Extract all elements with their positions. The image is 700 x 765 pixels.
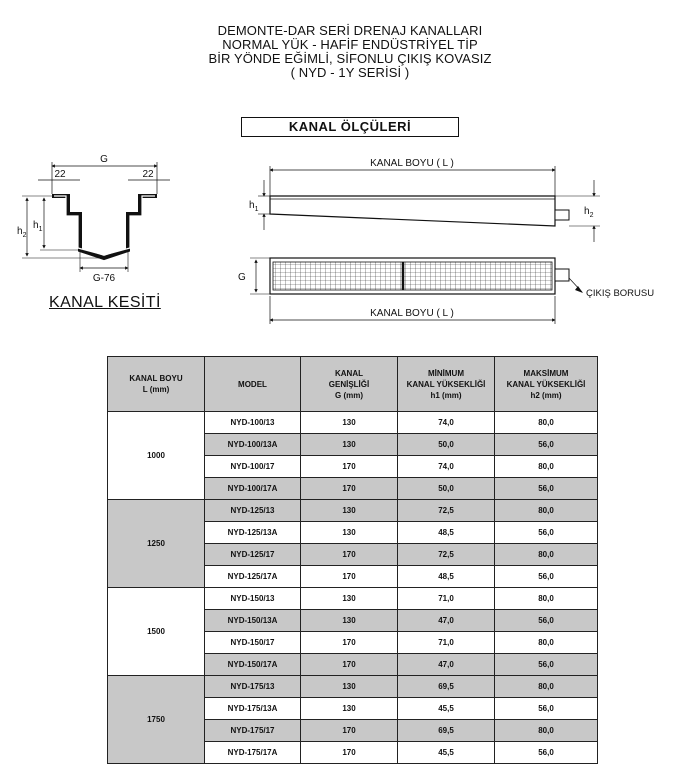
cell-min-height: 69,5 xyxy=(398,720,495,742)
cell-max-height: 80,0 xyxy=(495,412,598,434)
cell-min-height: 71,0 xyxy=(398,588,495,610)
cell-width: 170 xyxy=(301,566,398,588)
cell-width: 130 xyxy=(301,588,398,610)
cell-min-height: 72,5 xyxy=(398,544,495,566)
plan-view-drawing xyxy=(238,258,654,324)
cross-left-flange-label: 22 xyxy=(54,169,66,180)
table-row xyxy=(108,588,598,610)
cross-bottom-width-label: G-76 xyxy=(92,273,116,284)
cell-length: 1500 xyxy=(108,588,205,676)
cell-model: NYD-150/13A xyxy=(205,610,301,632)
cell-max-height: 56,0 xyxy=(495,522,598,544)
header-width: KANAL GENİŞLİĞİ G (mm) xyxy=(301,357,398,412)
outlet-pipe-label: ÇIKIŞ BORUSU xyxy=(586,288,655,299)
cell-width: 130 xyxy=(301,412,398,434)
cell-width: 130 xyxy=(301,500,398,522)
cell-model: NYD-125/13A xyxy=(205,522,301,544)
cross-right-flange-label: 22 xyxy=(142,169,154,180)
cell-min-height: 48,5 xyxy=(398,566,495,588)
cell-max-height: 56,0 xyxy=(495,654,598,676)
cell-min-height: 48,5 xyxy=(398,522,495,544)
cell-max-height: 56,0 xyxy=(495,698,598,720)
cell-max-height: 56,0 xyxy=(495,434,598,456)
title-line-4: ( NYD - 1Y SERİSİ ) xyxy=(290,65,410,80)
cell-model: NYD-125/17A xyxy=(205,566,301,588)
header-min-height: MİNİMUM KANAL YÜKSEKLİĞİ h1 (mm) xyxy=(398,357,495,412)
cell-max-height: 80,0 xyxy=(495,456,598,478)
cell-length: 1750 xyxy=(108,676,205,764)
cell-width: 170 xyxy=(301,632,398,654)
document-title xyxy=(0,24,700,80)
side-h2-label: $h_2$ xyxy=(584,206,594,219)
cell-min-height: 47,0 xyxy=(398,610,495,632)
title-line-2: NORMAL YÜK - HAFİF ENDÜSTRİYEL TİP xyxy=(222,37,478,52)
table-row xyxy=(108,412,598,434)
cross-section-drawing xyxy=(17,154,170,284)
table-header-row xyxy=(108,357,598,412)
cell-model: NYD-175/17 xyxy=(205,720,301,742)
cell-max-height: 56,0 xyxy=(495,610,598,632)
cell-width: 170 xyxy=(301,720,398,742)
cell-min-height: 47,0 xyxy=(398,654,495,676)
cell-width: 130 xyxy=(301,434,398,456)
cell-model: NYD-175/13 xyxy=(205,676,301,698)
cell-max-height: 56,0 xyxy=(495,566,598,588)
cell-length: 1250 xyxy=(108,500,205,588)
cell-min-height: 50,0 xyxy=(398,478,495,500)
title-line-1: DEMONTE-DAR SERİ DRENAJ KANALLARI xyxy=(217,23,483,38)
cell-model: NYD-125/17 xyxy=(205,544,301,566)
header-max-height: MAKSİMUM KANAL YÜKSEKLİĞİ h2 (mm) xyxy=(495,357,598,412)
cell-model: NYD-175/13A xyxy=(205,698,301,720)
side-length-label-top: KANAL BOYU ( L ) xyxy=(370,158,454,169)
side-h1-label: $h_1$ xyxy=(249,200,259,213)
cell-model: NYD-100/17 xyxy=(205,456,301,478)
header-length: KANAL BOYU L (mm) xyxy=(108,357,205,412)
cell-model: NYD-150/13 xyxy=(205,588,301,610)
cross-h1-label: $h_1$ xyxy=(33,220,43,233)
cell-min-height: 69,5 xyxy=(398,676,495,698)
cell-width: 170 xyxy=(301,654,398,676)
section-title: KANAL ÖLÇÜLERİ xyxy=(241,117,459,137)
cell-length: 1000 xyxy=(108,412,205,500)
cross-h2-label: $h_2$ xyxy=(17,226,27,239)
cell-width: 170 xyxy=(301,456,398,478)
plan-g-label: G xyxy=(238,272,246,283)
cell-max-height: 80,0 xyxy=(495,500,598,522)
cell-max-height: 80,0 xyxy=(495,720,598,742)
cell-max-height: 80,0 xyxy=(495,676,598,698)
cell-min-height: 71,0 xyxy=(398,632,495,654)
cell-max-height: 80,0 xyxy=(495,632,598,654)
cell-width: 170 xyxy=(301,742,398,764)
cell-min-height: 74,0 xyxy=(398,412,495,434)
cell-width: 130 xyxy=(301,676,398,698)
cell-min-height: 50,0 xyxy=(398,434,495,456)
header-model: MODEL xyxy=(205,357,301,412)
cell-width: 130 xyxy=(301,522,398,544)
cross-g-label: G xyxy=(100,154,108,165)
table-row xyxy=(108,500,598,522)
cell-width: 170 xyxy=(301,478,398,500)
cell-max-height: 80,0 xyxy=(495,544,598,566)
cell-model: NYD-100/13 xyxy=(205,412,301,434)
dimensions-table xyxy=(107,356,598,764)
cell-max-height: 56,0 xyxy=(495,478,598,500)
cell-width: 130 xyxy=(301,698,398,720)
cell-min-height: 74,0 xyxy=(398,456,495,478)
cell-max-height: 80,0 xyxy=(495,588,598,610)
cell-min-height: 45,5 xyxy=(398,698,495,720)
cell-max-height: 56,0 xyxy=(495,742,598,764)
table-body xyxy=(108,412,598,764)
title-line-3: BİR YÖNDE EĞİMLİ, SİFONLU ÇIKIŞ KOVASIZ xyxy=(208,51,492,66)
table-row xyxy=(108,676,598,698)
side-length-label-bottom: KANAL BOYU ( L ) xyxy=(370,308,454,319)
cell-width: 130 xyxy=(301,610,398,632)
side-view-drawing xyxy=(249,158,600,242)
cross-section-title: KANAL KESİTİ xyxy=(49,294,161,311)
cell-model: NYD-150/17A xyxy=(205,654,301,676)
cell-model: NYD-175/17A xyxy=(205,742,301,764)
cell-model: NYD-100/13A xyxy=(205,434,301,456)
cell-model: NYD-150/17 xyxy=(205,632,301,654)
cell-min-height: 72,5 xyxy=(398,500,495,522)
cell-width: 170 xyxy=(301,544,398,566)
cell-min-height: 45,5 xyxy=(398,742,495,764)
cell-model: NYD-100/17A xyxy=(205,478,301,500)
cell-model: NYD-125/13 xyxy=(205,500,301,522)
